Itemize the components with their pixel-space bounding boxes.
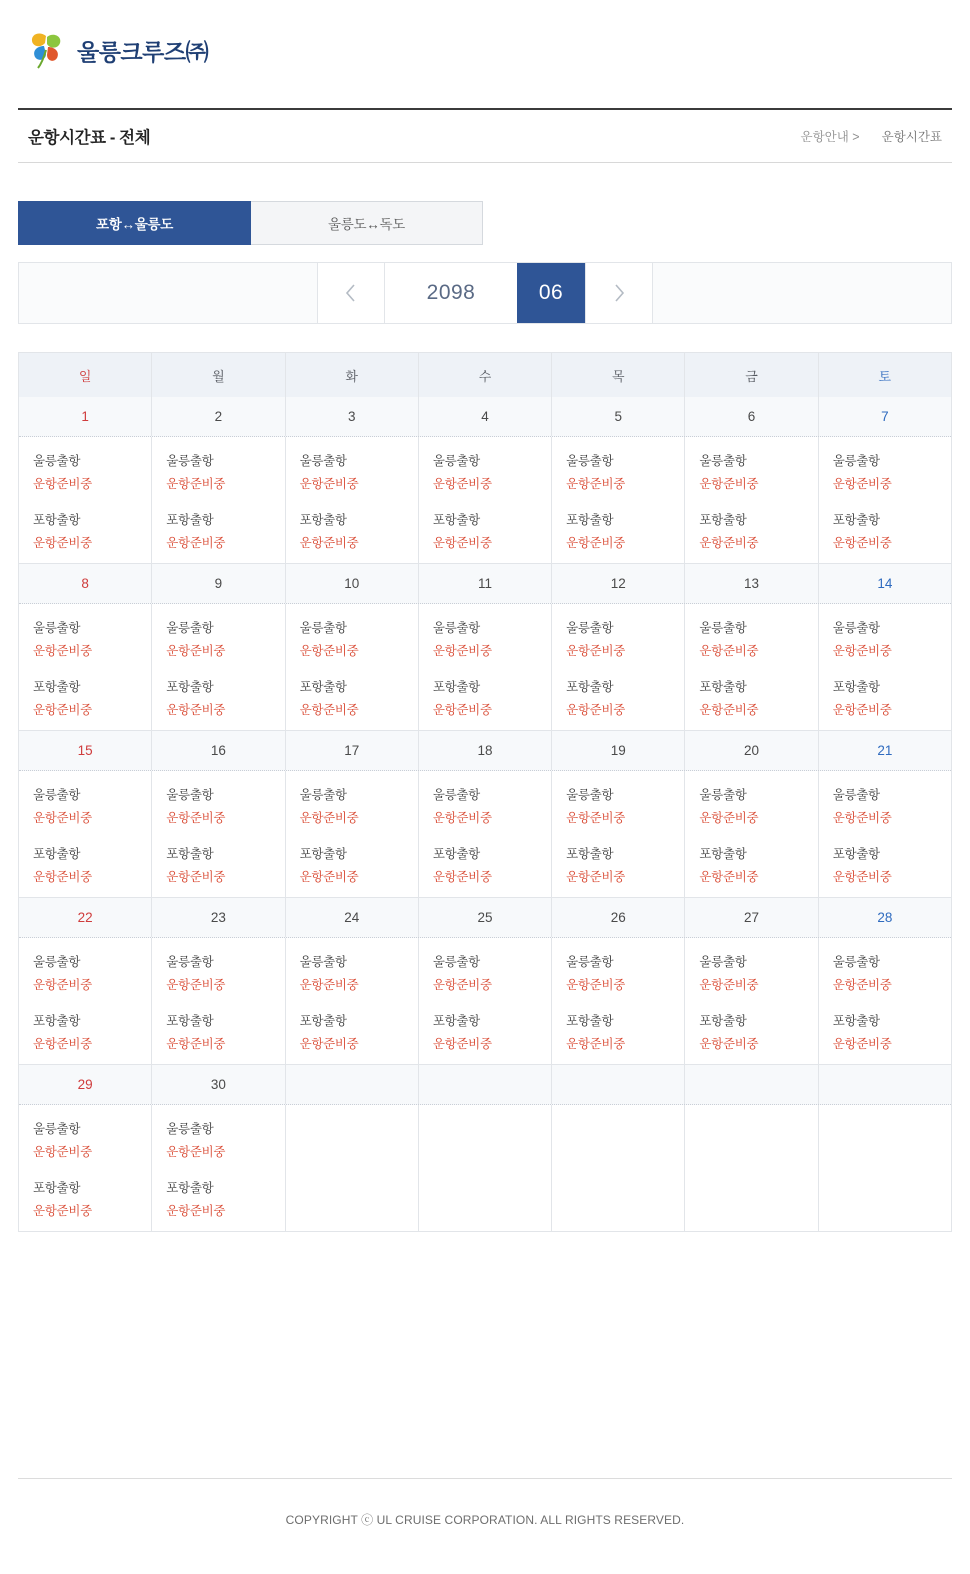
tab-pohang-ulleung[interactable]: 포항↔울릉도 xyxy=(18,201,251,245)
route-tab-group xyxy=(18,201,483,245)
week-date-row xyxy=(19,564,951,604)
schedule-status: 운항준비중 xyxy=(566,703,626,717)
date-cell[interactable]: 4 xyxy=(419,397,552,436)
date-cell[interactable]: 14 xyxy=(877,576,893,591)
page-title: 운항시간표 - 전체 xyxy=(28,129,151,147)
breadcrumb-parent[interactable]: 운항안내 > xyxy=(800,130,860,144)
schedule-name: 포항출항 xyxy=(299,1014,347,1028)
schedule-name: 울릉출항 xyxy=(566,788,614,802)
schedule-name: 울릉출항 xyxy=(432,955,480,969)
copyright-text: COPYRIGHT ⓒ UL CRUISE CORPORATION. ALL RIGHTS RESERVED. xyxy=(285,1513,685,1527)
date-cell[interactable]: 29 xyxy=(19,1065,152,1104)
schedule-name: 울릉출항 xyxy=(33,621,81,635)
schedule-status: 운항준비중 xyxy=(299,811,359,825)
schedule-entry xyxy=(685,451,817,492)
schedule-status: 운항준비중 xyxy=(166,644,226,658)
date-cell[interactable]: 28 xyxy=(877,910,893,925)
schedule-name: 포항출항 xyxy=(566,513,614,527)
schedule-entry xyxy=(419,1011,551,1052)
schedule-entry xyxy=(419,451,551,492)
schedule-status: 운항준비중 xyxy=(832,703,892,717)
nav-right-spacer xyxy=(653,263,951,323)
date-cell[interactable]: 20 xyxy=(685,731,818,770)
day-schedule-cell[interactable] xyxy=(152,604,285,730)
schedule-entry xyxy=(19,1119,151,1160)
day-schedule-cell[interactable] xyxy=(419,938,552,1064)
schedule-status: 운항준비중 xyxy=(166,1037,226,1051)
schedule-name: 포항출항 xyxy=(699,847,747,861)
schedule-name: 울릉출항 xyxy=(699,454,747,468)
date-cell[interactable]: 9 xyxy=(152,564,285,603)
schedule-status: 운항준비중 xyxy=(33,978,92,992)
schedule-status: 운항준비중 xyxy=(166,870,226,884)
schedule-name: 포항출항 xyxy=(699,513,747,527)
schedule-status: 운항준비중 xyxy=(299,536,359,550)
schedule-status: 운항준비중 xyxy=(432,644,492,658)
schedule-entry xyxy=(819,618,951,659)
date-cell[interactable]: 10 xyxy=(286,564,419,603)
schedule-status: 운항준비중 xyxy=(566,644,626,658)
schedule-status: 운항준비중 xyxy=(699,978,759,992)
schedule-entry xyxy=(419,952,551,993)
day-schedule-cell[interactable] xyxy=(819,437,951,563)
schedule-status: 운항준비중 xyxy=(33,703,92,717)
schedule-entry xyxy=(685,844,817,885)
schedule-name: 포항출항 xyxy=(33,1181,81,1195)
schedule-entry xyxy=(152,677,284,718)
date-cell[interactable]: 22 xyxy=(19,898,152,937)
day-schedule-cell-empty xyxy=(819,1105,951,1231)
schedule-name: 울릉출항 xyxy=(33,955,81,969)
schedule-status: 운항준비중 xyxy=(566,477,626,491)
schedule-entry xyxy=(286,618,418,659)
schedule-entry xyxy=(552,677,684,718)
day-schedule-cell[interactable] xyxy=(152,1105,285,1231)
schedule-entry xyxy=(419,785,551,826)
schedule-status: 운항준비중 xyxy=(299,644,359,658)
schedule-status: 운항준비중 xyxy=(33,644,92,658)
schedule-name: 울릉출항 xyxy=(832,621,880,635)
schedule-name: 포항출항 xyxy=(166,513,214,527)
date-cell-empty xyxy=(552,1065,685,1104)
chevron-left-icon[interactable] xyxy=(317,263,385,323)
schedule-entry xyxy=(19,952,151,993)
schedule-name: 울릉출항 xyxy=(432,454,480,468)
schedule-entry xyxy=(552,952,684,993)
date-cell[interactable]: 7 xyxy=(881,409,889,424)
schedule-status: 운항준비중 xyxy=(33,536,92,550)
site-footer xyxy=(18,1478,952,1528)
date-cell[interactable]: 1 xyxy=(19,397,152,436)
schedule-name: 울릉출항 xyxy=(832,955,880,969)
schedule-status: 운항준비중 xyxy=(699,536,759,550)
day-schedule-cell[interactable] xyxy=(552,437,685,563)
schedule-status: 운항준비중 xyxy=(432,477,492,491)
year-value[interactable]: 2098 xyxy=(385,263,517,323)
date-cell[interactable]: 27 xyxy=(685,898,818,937)
day-schedule-cell[interactable] xyxy=(286,604,419,730)
date-cell[interactable]: 15 xyxy=(19,731,152,770)
schedule-entry xyxy=(152,1119,284,1160)
schedule-status: 운항준비중 xyxy=(832,811,892,825)
schedule-status: 운항준비중 xyxy=(566,978,626,992)
schedule-status: 운항준비중 xyxy=(166,703,226,717)
schedule-name: 포항출항 xyxy=(432,1014,480,1028)
month-value[interactable]: 06 xyxy=(517,263,585,323)
page-title-bar xyxy=(18,108,952,163)
schedule-name: 포항출항 xyxy=(832,1014,880,1028)
schedule-name: 포항출항 xyxy=(33,680,81,694)
schedule-entry xyxy=(19,677,151,718)
day-schedule-cell[interactable] xyxy=(152,437,285,563)
logo-link[interactable] xyxy=(28,30,208,70)
date-cell[interactable]: 3 xyxy=(286,397,419,436)
schedule-entry xyxy=(419,844,551,885)
schedule-status: 운항준비중 xyxy=(33,870,92,884)
schedule-entry xyxy=(152,510,284,551)
date-cell[interactable]: 8 xyxy=(19,564,152,603)
schedule-status: 운항준비중 xyxy=(299,1037,359,1051)
schedule-name: 포항출항 xyxy=(33,513,81,527)
schedule-status: 운항준비중 xyxy=(166,477,226,491)
calendar-week xyxy=(19,564,951,731)
schedule-status: 운항준비중 xyxy=(566,811,626,825)
date-cell[interactable]: 5 xyxy=(552,397,685,436)
month-navigator xyxy=(18,262,952,324)
date-cell[interactable]: 2 xyxy=(152,397,285,436)
schedule-entry xyxy=(552,1011,684,1052)
weekday-mon: 월 xyxy=(152,353,285,397)
schedule-name: 포항출항 xyxy=(432,847,480,861)
date-cell[interactable]: 21 xyxy=(877,743,893,758)
schedule-status: 운항준비중 xyxy=(33,1204,92,1218)
schedule-status: 운항준비중 xyxy=(832,870,892,884)
schedule-name: 울릉출항 xyxy=(699,621,747,635)
week-schedule-row xyxy=(19,604,951,730)
schedule-name: 울릉출항 xyxy=(166,621,214,635)
schedule-status: 운항준비중 xyxy=(432,811,492,825)
schedule-status: 운항준비중 xyxy=(166,1145,226,1159)
schedule-status: 운항준비중 xyxy=(432,536,492,550)
site-header xyxy=(0,0,970,100)
schedule-name: 포항출항 xyxy=(832,680,880,694)
schedule-entry xyxy=(19,844,151,885)
week-date-row xyxy=(19,898,951,938)
schedule-name: 울릉출항 xyxy=(33,788,81,802)
schedule-name: 울릉출항 xyxy=(166,955,214,969)
schedule-entry xyxy=(19,1011,151,1052)
schedule-status: 운항준비중 xyxy=(566,1037,626,1051)
schedule-name: 포항출항 xyxy=(166,1181,214,1195)
calendar-week xyxy=(19,898,951,1065)
schedule-name: 울릉출항 xyxy=(832,788,880,802)
schedule-entry xyxy=(152,1011,284,1052)
logo-text: 울릉크루즈㈜ xyxy=(77,38,209,65)
schedule-status: 운항준비중 xyxy=(566,870,626,884)
schedule-name: 포항출항 xyxy=(166,847,214,861)
schedule-name: 울릉출항 xyxy=(166,454,214,468)
calendar-week xyxy=(19,1065,951,1232)
day-schedule-cell[interactable] xyxy=(685,771,818,897)
date-cell[interactable]: 16 xyxy=(152,731,285,770)
breadcrumb xyxy=(801,127,942,145)
breadcrumb-current: 운항시간표 xyxy=(881,130,942,144)
schedule-status: 운항준비중 xyxy=(699,1037,759,1051)
schedule-entry xyxy=(419,618,551,659)
schedule-name: 울릉출항 xyxy=(299,955,347,969)
schedule-entry xyxy=(19,510,151,551)
date-cell[interactable]: 13 xyxy=(685,564,818,603)
schedule-name: 울릉출항 xyxy=(33,1122,81,1136)
date-cell-empty xyxy=(685,1065,818,1104)
schedule-entry xyxy=(685,1011,817,1052)
day-schedule-cell[interactable] xyxy=(685,437,818,563)
schedule-status: 운항준비중 xyxy=(432,870,492,884)
schedule-name: 포항출항 xyxy=(432,513,480,527)
schedule-name: 포항출항 xyxy=(33,1014,81,1028)
day-schedule-cell[interactable] xyxy=(19,604,152,730)
calendar-week xyxy=(19,731,951,898)
schedule-name: 울릉출항 xyxy=(299,454,347,468)
day-schedule-cell[interactable] xyxy=(152,771,285,897)
schedule-name: 울릉출항 xyxy=(299,621,347,635)
calendar-week xyxy=(19,397,951,564)
schedule-name: 울릉출항 xyxy=(566,621,614,635)
schedule-entry xyxy=(552,618,684,659)
schedule-status: 운항준비중 xyxy=(299,477,359,491)
schedule-entry xyxy=(819,952,951,993)
schedule-status: 운항준비중 xyxy=(33,811,92,825)
schedule-status: 운항준비중 xyxy=(432,703,492,717)
schedule-entry xyxy=(152,451,284,492)
schedule-status: 운항준비중 xyxy=(33,477,92,491)
schedule-name: 울릉출항 xyxy=(432,621,480,635)
week-date-row xyxy=(19,1065,951,1105)
day-schedule-cell-empty xyxy=(286,1105,419,1231)
schedule-name: 포항출항 xyxy=(432,680,480,694)
day-schedule-cell-empty xyxy=(685,1105,818,1231)
schedule-name: 포항출항 xyxy=(566,1014,614,1028)
schedule-name: 울릉출항 xyxy=(432,788,480,802)
chevron-right-icon[interactable] xyxy=(585,263,653,323)
day-schedule-cell[interactable] xyxy=(152,938,285,1064)
schedule-status: 운항준비중 xyxy=(566,536,626,550)
date-cell-empty xyxy=(286,1065,419,1104)
date-cell-empty xyxy=(419,1065,552,1104)
schedule-status: 운항준비중 xyxy=(166,978,226,992)
schedule-name: 포항출항 xyxy=(699,680,747,694)
schedule-status: 운항준비중 xyxy=(166,536,226,550)
schedule-status: 운항준비중 xyxy=(432,1037,492,1051)
date-cell[interactable]: 25 xyxy=(419,898,552,937)
schedule-entry xyxy=(19,618,151,659)
schedule-status: 운항준비중 xyxy=(832,477,892,491)
day-schedule-cell-empty xyxy=(419,1105,552,1231)
date-cell[interactable]: 6 xyxy=(685,397,818,436)
day-schedule-cell[interactable] xyxy=(419,771,552,897)
schedule-entry xyxy=(286,844,418,885)
schedule-name: 울릉출항 xyxy=(832,454,880,468)
weekday-sat: 토 xyxy=(878,368,892,384)
week-schedule-row xyxy=(19,1105,951,1231)
schedule-status: 운항준비중 xyxy=(166,1204,226,1218)
day-schedule-cell[interactable] xyxy=(819,771,951,897)
weekday-wed: 수 xyxy=(419,353,552,397)
schedule-entry xyxy=(152,785,284,826)
week-date-row xyxy=(19,731,951,771)
day-schedule-cell[interactable] xyxy=(552,938,685,1064)
schedule-status: 운항준비중 xyxy=(832,1037,892,1051)
schedule-entry xyxy=(286,677,418,718)
week-schedule-row xyxy=(19,437,951,563)
schedule-name: 울릉출항 xyxy=(699,955,747,969)
schedule-entry xyxy=(19,451,151,492)
weekday-tue: 화 xyxy=(286,353,419,397)
schedule-status: 운항준비중 xyxy=(166,811,226,825)
day-schedule-cell[interactable] xyxy=(819,604,951,730)
schedule-entry xyxy=(552,510,684,551)
schedule-entry xyxy=(152,844,284,885)
day-schedule-cell[interactable] xyxy=(286,771,419,897)
calendar-weekday-header xyxy=(19,353,951,397)
schedule-status: 운항준비중 xyxy=(699,811,759,825)
schedule-name: 포항출항 xyxy=(33,847,81,861)
schedule-entry xyxy=(819,510,951,551)
schedule-name: 포항출항 xyxy=(166,680,214,694)
schedule-status: 운항준비중 xyxy=(699,644,759,658)
schedule-name: 울릉출항 xyxy=(166,1122,214,1136)
day-schedule-cell[interactable] xyxy=(419,437,552,563)
schedule-name: 포항출항 xyxy=(299,680,347,694)
schedule-name: 포항출항 xyxy=(299,847,347,861)
day-schedule-cell[interactable] xyxy=(19,771,152,897)
day-schedule-cell[interactable] xyxy=(286,938,419,1064)
schedule-status: 운항준비중 xyxy=(832,536,892,550)
schedule-entry xyxy=(552,451,684,492)
schedule-name: 울릉출항 xyxy=(299,788,347,802)
schedule-name: 울릉출항 xyxy=(166,788,214,802)
schedule-entry xyxy=(419,677,551,718)
schedule-entry xyxy=(685,510,817,551)
schedule-status: 운항준비중 xyxy=(299,870,359,884)
week-date-row xyxy=(19,397,951,437)
schedule-entry xyxy=(19,785,151,826)
schedule-calendar xyxy=(18,352,952,1232)
schedule-entry xyxy=(152,618,284,659)
schedule-entry xyxy=(152,952,284,993)
schedule-entry xyxy=(819,451,951,492)
schedule-name: 포항출항 xyxy=(699,1014,747,1028)
schedule-status: 운항준비중 xyxy=(699,703,759,717)
schedule-entry xyxy=(819,785,951,826)
day-schedule-cell[interactable] xyxy=(419,604,552,730)
schedule-entry xyxy=(552,785,684,826)
day-schedule-cell[interactable] xyxy=(552,771,685,897)
schedule-name: 포항출항 xyxy=(566,847,614,861)
schedule-name: 울릉출항 xyxy=(699,788,747,802)
date-cell[interactable]: 18 xyxy=(419,731,552,770)
schedule-status: 운항준비중 xyxy=(699,870,759,884)
schedule-status: 운항준비중 xyxy=(299,978,359,992)
day-schedule-cell[interactable] xyxy=(685,604,818,730)
schedule-entry xyxy=(685,785,817,826)
date-cell[interactable]: 30 xyxy=(152,1065,285,1104)
schedule-name: 울릉출항 xyxy=(566,454,614,468)
schedule-entry xyxy=(286,952,418,993)
schedule-entry xyxy=(286,1011,418,1052)
schedule-entry xyxy=(552,844,684,885)
schedule-status: 운항준비중 xyxy=(699,477,759,491)
schedule-entry xyxy=(819,844,951,885)
schedule-status: 운항준비중 xyxy=(832,644,892,658)
date-cell[interactable]: 19 xyxy=(552,731,685,770)
weekday-sun: 일 xyxy=(19,353,152,397)
day-schedule-cell[interactable] xyxy=(19,437,152,563)
date-cell-empty xyxy=(819,1065,951,1104)
date-cell[interactable]: 24 xyxy=(286,898,419,937)
day-schedule-cell[interactable] xyxy=(552,604,685,730)
schedule-entry xyxy=(685,618,817,659)
date-cell[interactable]: 12 xyxy=(552,564,685,603)
schedule-name: 포항출항 xyxy=(299,513,347,527)
schedule-name: 울릉출항 xyxy=(566,955,614,969)
schedule-entry xyxy=(685,677,817,718)
schedule-entry xyxy=(152,1178,284,1219)
day-schedule-cell[interactable] xyxy=(19,1105,152,1231)
schedule-status: 운항준비중 xyxy=(33,1145,92,1159)
date-cell[interactable]: 17 xyxy=(286,731,419,770)
schedule-name: 포항출항 xyxy=(832,847,880,861)
tab-ulleung-dokdo[interactable]: 울릉도↔독도 xyxy=(251,201,483,245)
schedule-entry xyxy=(685,952,817,993)
clover-logo-icon xyxy=(28,30,66,70)
schedule-status: 운항준비중 xyxy=(33,1037,92,1051)
week-schedule-row xyxy=(19,771,951,897)
date-cell[interactable]: 11 xyxy=(419,564,552,603)
schedule-name: 울릉출항 xyxy=(33,454,81,468)
nav-left-spacer xyxy=(19,263,317,323)
schedule-name: 포항출항 xyxy=(566,680,614,694)
schedule-status: 운항준비중 xyxy=(432,978,492,992)
day-schedule-cell[interactable] xyxy=(685,938,818,1064)
nav-center-group xyxy=(317,263,653,323)
day-schedule-cell[interactable] xyxy=(286,437,419,563)
schedule-name: 포항출항 xyxy=(832,513,880,527)
schedule-status: 운항준비중 xyxy=(832,978,892,992)
week-schedule-row xyxy=(19,938,951,1064)
day-schedule-cell[interactable] xyxy=(819,938,951,1064)
schedule-entry xyxy=(819,677,951,718)
date-cell[interactable]: 26 xyxy=(552,898,685,937)
schedule-entry xyxy=(286,510,418,551)
schedule-entry xyxy=(419,510,551,551)
schedule-entry xyxy=(819,1011,951,1052)
schedule-name: 포항출항 xyxy=(166,1014,214,1028)
weekday-thu: 목 xyxy=(552,353,685,397)
day-schedule-cell[interactable] xyxy=(19,938,152,1064)
schedule-entry xyxy=(19,1178,151,1219)
day-schedule-cell-empty xyxy=(552,1105,685,1231)
weekday-fri: 금 xyxy=(685,353,818,397)
schedule-status: 운항준비중 xyxy=(299,703,359,717)
schedule-entry xyxy=(286,785,418,826)
schedule-entry xyxy=(286,451,418,492)
date-cell[interactable]: 23 xyxy=(152,898,285,937)
